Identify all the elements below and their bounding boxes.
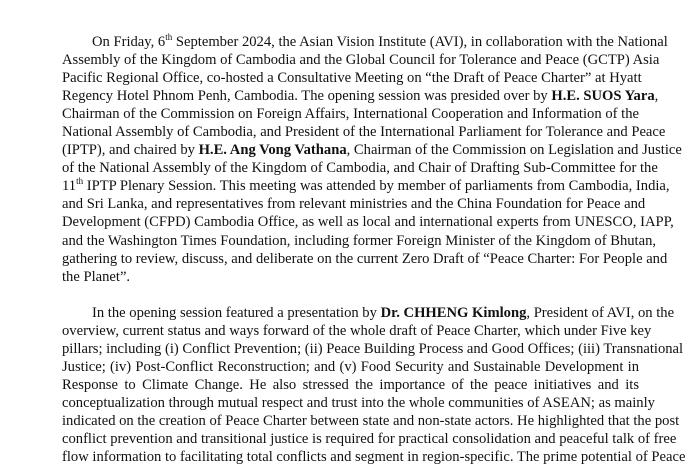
bold-name: H.E. SUOS Yara xyxy=(551,88,655,105)
text-run: and the Washington Times Foundation, including former Foreign Minister of the Kingdom of Bhutan, xyxy=(62,232,657,249)
text-run: Response to Climate Change. He also stressed the importance of the peace initiatives and its xyxy=(62,376,639,393)
text-run: conceptualization through mutual respect and trust into the whole communities of ASEAN; as mainly xyxy=(62,394,655,411)
document-body xyxy=(62,32,686,466)
text-run: Justice; (iv) Post-Conflict Reconstruction; and (v) Food Security and Sustainable Development in xyxy=(62,358,639,375)
text-line xyxy=(62,105,639,123)
text-line xyxy=(62,340,684,358)
text-line xyxy=(62,232,657,250)
text-line xyxy=(62,32,668,51)
text-run: , President of AVI, on the xyxy=(526,304,675,321)
text-line xyxy=(62,195,646,213)
text-run: flow information to facilitating total conflicts and segment in region-specific. The prime potential of Peace xyxy=(62,449,686,466)
ordinal-suffix: th xyxy=(76,176,84,187)
text-line xyxy=(62,51,660,69)
text-run: Pacific Regional Office, co-hosted a Consultative Meeting on “the Draft of Peace Charter” at Hyatt xyxy=(62,70,642,87)
text-line xyxy=(62,358,639,376)
text-line xyxy=(62,159,658,177)
text-line xyxy=(62,394,655,412)
text-run: indicated on the creation of Peace Charter between state and non-state actors. He highlighted that the post xyxy=(62,412,680,429)
bold-name: Dr. CHHENG Kimlong xyxy=(380,304,527,321)
text-run: of the National Assembly of the Kingdom of Cambodia, and Chair of Drafting Sub-Committee for the xyxy=(62,160,658,177)
text-run: National Assembly of Cambodia, and President of the International Parliament for Tolerance and Peace xyxy=(62,124,666,141)
text-run: Assembly of the Kingdom of Cambodia and the Global Council for Tolerance and Peace (GCTP) Asia xyxy=(62,52,660,69)
text-run: IPTP Plenary Session. This meeting was attended by member of parliaments from Cambodia, India, xyxy=(83,178,670,195)
text-run: pillars; including (i) Conflict Prevention; (ii) Peace Building Process and Good Offices; (iii) Transnational xyxy=(62,340,684,357)
text-line xyxy=(62,412,680,430)
text-line xyxy=(62,176,670,195)
text-line xyxy=(62,250,668,268)
text-run: 11 xyxy=(62,178,77,195)
text-line xyxy=(62,87,659,105)
text-run: September 2024, the Asian Vision Institute (AVI), in collaboration with the National xyxy=(172,34,668,50)
text-line xyxy=(62,141,682,159)
text-line xyxy=(62,430,677,448)
bold-name: H.E. Ang Vong Vathana xyxy=(198,142,347,159)
text-run: (IPTP), and chaired by xyxy=(62,142,199,159)
text-run: and Sri Lanka, and representatives from relevant ministries and the China Foundation for Peace and xyxy=(62,196,646,213)
text-run: , xyxy=(654,88,659,105)
text-run: On Friday, 6 xyxy=(92,34,166,50)
text-run: overview, current status and ways forward of the whole draft of Peace Charter, which under Five key xyxy=(62,322,652,339)
paragraph-2 xyxy=(62,304,686,466)
paragraph-1 xyxy=(62,32,682,286)
text-line xyxy=(62,69,642,87)
document-page xyxy=(62,32,686,466)
text-line xyxy=(62,268,639,286)
text-run: conflict prevention and transitional justice is required for practical consolidation and peaceful talk of free xyxy=(62,430,677,447)
text-line xyxy=(62,304,675,322)
ordinal-suffix: th xyxy=(165,32,173,42)
text-run: the Planet”. xyxy=(62,268,131,285)
text-line xyxy=(62,322,652,340)
text-line xyxy=(62,448,686,466)
text-run: Development (CFPD) Cambodia Office, as well as local and international experts from UNESCO, IAPP, xyxy=(62,214,674,231)
text-run: , Chairman of the Commission on Legislation and Justice xyxy=(346,142,682,159)
text-line xyxy=(62,213,674,231)
text-run: Regency Hotel Phnom Penh, Cambodia. The opening session was presided over by xyxy=(62,88,552,105)
text-run: gathering to review, discuss, and deliberate on the current Zero Draft of “Peace Charter: For People and xyxy=(62,250,668,267)
text-run: In the opening session featured a presentation by xyxy=(92,304,381,321)
text-run: Chairman of the Commission on Foreign Affairs, International Cooperation and Information of the xyxy=(62,106,639,123)
text-line xyxy=(62,123,666,141)
text-line xyxy=(62,376,639,394)
